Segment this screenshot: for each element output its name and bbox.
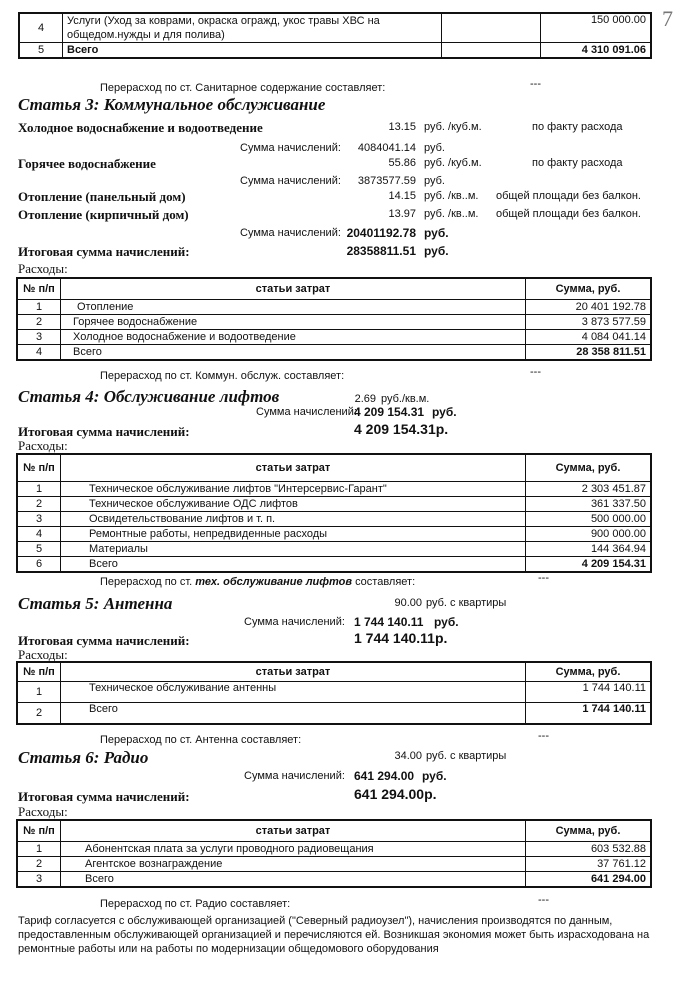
row-sum: 4 084 041.14: [526, 330, 652, 345]
s3-line-note: общей площади без балкон.: [496, 208, 641, 220]
row-name: Материалы: [61, 542, 526, 557]
s3-sum-label: Сумма начислений:: [240, 142, 341, 154]
row-number: 4: [19, 13, 63, 43]
col-name-header: статьи затрат: [61, 454, 526, 482]
s5-sum-unit: руб.: [434, 615, 459, 629]
table-row: [17, 842, 651, 857]
section-4-title: Статья 4: Обслуживание лифтов: [18, 387, 280, 406]
col-sum-header: Сумма, руб.: [526, 662, 652, 682]
row-sum: 3 873 577.59: [526, 315, 652, 330]
table-row: [17, 330, 651, 345]
s3-total-unit: руб.: [424, 244, 449, 258]
col-number-header: № п/п: [17, 454, 61, 482]
table-row: [17, 872, 651, 888]
table-row: [19, 13, 651, 43]
table-row: [17, 345, 651, 361]
s4-total-value: 4 209 154.31р.: [354, 421, 449, 437]
s3-line-unit: руб. /кв..м.: [424, 208, 479, 220]
s6-expenses-table: [16, 819, 652, 888]
col-sum-header: Сумма, руб.: [526, 820, 652, 842]
s3-sum-label: Сумма начислений:: [240, 175, 341, 187]
row-sum: 28 358 811.51: [526, 345, 652, 361]
row-number: 3: [17, 512, 61, 527]
s4-rate: 2.69: [354, 393, 376, 405]
row-blank: [442, 43, 541, 59]
s6-expenses-label: Расходы:: [18, 804, 68, 819]
table-row: [17, 300, 651, 315]
s3-line-label: Горячее водоснабжение: [18, 156, 156, 171]
s5-expenses-table: [16, 661, 652, 725]
table-row: [17, 527, 651, 542]
s4-total-label: Итоговая сумма начислений:: [18, 424, 190, 439]
s6-total-label: Итоговая сумма начислений:: [18, 789, 190, 804]
s4-overrun-value: ---: [538, 572, 549, 584]
row-sum: 144 364.94: [526, 542, 652, 557]
footnote: [18, 914, 649, 956]
table-header-row: [17, 278, 651, 300]
row-number: 2: [17, 497, 61, 512]
table-header-row: [17, 454, 651, 482]
s4-rate-unit: руб./кв.м.: [381, 393, 430, 405]
row-number: 1: [17, 842, 61, 857]
table-row: [17, 542, 651, 557]
page-number-mark: 7: [662, 6, 673, 31]
row-sum: 2 303 451.87: [526, 482, 652, 497]
row-sum: 4 310 091.06: [541, 43, 652, 59]
row-number: 5: [17, 542, 61, 557]
s3-line-unit: руб. /куб.м.: [424, 121, 482, 133]
row-number: 1: [17, 682, 61, 703]
table-row: [17, 857, 651, 872]
row-name: Горячее водоснабжение: [61, 315, 526, 330]
row-number: 1: [17, 300, 61, 315]
row-sum: 900 000.00: [526, 527, 652, 542]
row-sum: 641 294.00: [526, 872, 652, 888]
row-name: Техническое обслуживание ОДС лифтов: [61, 497, 526, 512]
row-name: Всего: [61, 345, 526, 361]
s3-overrun-value: ---: [530, 366, 541, 378]
section-5-title: Статья 5: Антенна: [18, 594, 173, 613]
col-number-header: № п/п: [17, 662, 61, 682]
row-name: Техническое обслуживание лифтов "Интерсервис-Гарант": [61, 482, 526, 497]
s3-total-value: 28358811.51: [346, 244, 416, 258]
s6-sum-label: Сумма начислений:: [244, 770, 345, 782]
s6-total-value: 641 294.00р.: [354, 786, 437, 802]
overrun-sanitary-label: Перерасход по ст. Санитарное содержание составляет:: [100, 82, 386, 94]
s4-expenses-table: [16, 453, 652, 573]
s3-line-rate: 14.15: [388, 190, 416, 202]
row-number: 3: [17, 872, 61, 888]
s3-line-label: Отопление (панельный дом): [18, 189, 186, 204]
s5-overrun-label: Перерасход по ст. Антенна составляет:: [100, 734, 302, 746]
table-row: [17, 703, 651, 725]
s5-total-value: 1 744 140.11р.: [354, 630, 448, 646]
table-row: [17, 557, 651, 573]
row-sum: 500 000.00: [526, 512, 652, 527]
s3-sum-unit: руб.: [424, 226, 449, 240]
s3-expenses-table: [16, 277, 652, 361]
s3-sum-unit: руб.: [424, 175, 445, 187]
s3-line-rate: 55.86: [388, 157, 416, 169]
row-sum: 603 532.88: [526, 842, 652, 857]
s3-line-label: Отопление (кирпичный дом): [18, 207, 189, 222]
row-blank: [442, 13, 541, 43]
row-name: Агентское вознаграждение: [61, 857, 526, 872]
row-name: Всего: [61, 557, 526, 573]
s5-overrun-value: ---: [538, 730, 549, 742]
row-name: Услуги (Уход за коврами, окраска огражд, укос травы ХВС на общедом.нужды и для полива): [63, 13, 442, 43]
overrun-sanitary-value: ---: [530, 78, 541, 90]
s5-rate: 90.00: [394, 597, 422, 609]
table-row: [17, 497, 651, 512]
col-name-header: статьи затрат: [61, 820, 526, 842]
s3-line-rate: 13.15: [388, 121, 416, 133]
row-number: 4: [17, 527, 61, 542]
s4-sum-value: 4 209 154.31: [354, 405, 425, 419]
row-number: 6: [17, 557, 61, 573]
col-name-header: статьи затрат: [61, 278, 526, 300]
top-expenses-table: [18, 12, 652, 59]
row-sum: 4 209 154.31: [526, 557, 652, 573]
row-sum: 150 000.00: [541, 13, 652, 43]
s6-overrun-label: Перерасход по ст. Радио составляет:: [100, 898, 291, 910]
table-header-row: [17, 820, 651, 842]
s3-sum-value: 3873577.59: [357, 175, 416, 187]
row-sum: 37 761.12: [526, 857, 652, 872]
row-name: Всего: [61, 872, 526, 888]
row-name: Абонентская плата за услуги проводного радиовещания: [61, 842, 526, 857]
section-6-title: Статья 6: Радио: [18, 748, 149, 767]
row-sum: 1 744 140.11: [526, 703, 652, 725]
s6-sum-unit: руб.: [422, 769, 447, 783]
row-number: 2: [17, 857, 61, 872]
table-row: [17, 315, 651, 330]
s4-overrun-item: тех. обслуживание лифтов: [195, 576, 352, 588]
s5-total-label: Итоговая сумма начислений:: [18, 633, 190, 648]
row-name: Техническое обслуживание антенны: [61, 682, 526, 703]
s3-sum-label: Сумма начислений:: [240, 227, 341, 239]
table-row: [19, 43, 651, 59]
s6-overrun-value: ---: [538, 894, 549, 906]
footnote-line: Тариф согласуется с обслуживающей организацией ("Северный радиоузел"), начисления производятся по данным,: [18, 915, 613, 927]
row-sum: 20 401 192.78: [526, 300, 652, 315]
s3-total-label: Итоговая сумма начислений:: [18, 244, 190, 259]
row-name: Всего: [61, 703, 526, 725]
s4-expenses-label: Расходы:: [18, 438, 68, 453]
row-number: 2: [17, 315, 61, 330]
row-name: Ремонтные работы, непредвиденные расходы: [61, 527, 526, 542]
s3-line-note: общей площади без балкон.: [496, 190, 641, 202]
row-sum: 361 337.50: [526, 497, 652, 512]
col-number-header: № п/п: [17, 278, 61, 300]
table-header-row: [17, 662, 651, 682]
row-number: 2: [17, 703, 61, 725]
row-sum: 1 744 140.11: [526, 682, 652, 703]
s5-sum-value: 1 744 140.11: [354, 615, 424, 629]
row-name: Освидетельствование лифтов и т. п.: [61, 512, 526, 527]
s6-sum-value: 641 294.00: [354, 769, 415, 783]
table-row: [17, 682, 651, 703]
s3-overrun-label: Перерасход по ст. Коммун. обслуж. составляет:: [100, 370, 345, 382]
table-row: [17, 512, 651, 527]
s5-sum-label: Сумма начислений:: [244, 616, 345, 628]
col-name-header: статьи затрат: [61, 662, 526, 682]
s3-line-note: по факту расхода: [532, 121, 623, 133]
s3-sum-unit: руб.: [424, 142, 445, 154]
col-number-header: № п/п: [17, 820, 61, 842]
s4-sum-unit: руб.: [432, 405, 457, 419]
s3-line-unit: руб. /кв..м.: [424, 190, 479, 202]
footnote-line: ремонтные работы или на работы по модернизации общедомового оборудования: [18, 943, 439, 955]
row-name: Отопление: [61, 300, 526, 315]
footnote-line: предоставленным обслуживающей организацией и перечисляются ей. Возникшая экономия может быть израсходована на: [18, 929, 650, 941]
s3-expenses-label: Расходы:: [18, 261, 68, 276]
s6-rate: 34.00: [394, 750, 422, 762]
row-number: 5: [19, 43, 63, 59]
row-number: 3: [17, 330, 61, 345]
row-number: 1: [17, 482, 61, 497]
s5-rate-unit: руб. с квартиры: [426, 597, 507, 609]
table-row: [17, 482, 651, 497]
s3-line-unit: руб. /куб.м.: [424, 157, 482, 169]
s3-sum-value: 4084041.14: [357, 142, 416, 154]
s3-sum-value: 20401192.78: [346, 226, 416, 240]
s3-line-label: Холодное водоснабжение и водоотведение: [18, 120, 263, 135]
s4-sum-label: Сумма начислений:: [256, 406, 357, 418]
row-number: 4: [17, 345, 61, 361]
s3-line-rate: 13.97: [388, 208, 416, 220]
col-sum-header: Сумма, руб.: [526, 454, 652, 482]
s4-overrun-label: Перерасход по ст. тех. обслуживание лифтов составляет:: [100, 576, 416, 588]
s6-rate-unit: руб. с квартиры: [426, 750, 507, 762]
col-sum-header: Сумма, руб.: [526, 278, 652, 300]
s3-line-note: по факту расхода: [532, 157, 623, 169]
row-name: Холодное водоснабжение и водоотведение: [61, 330, 526, 345]
section-3-title: Статья 3: Коммунальное обслуживание: [18, 95, 326, 114]
s5-expenses-label: Расходы:: [18, 647, 68, 662]
row-name: Всего: [63, 43, 442, 59]
